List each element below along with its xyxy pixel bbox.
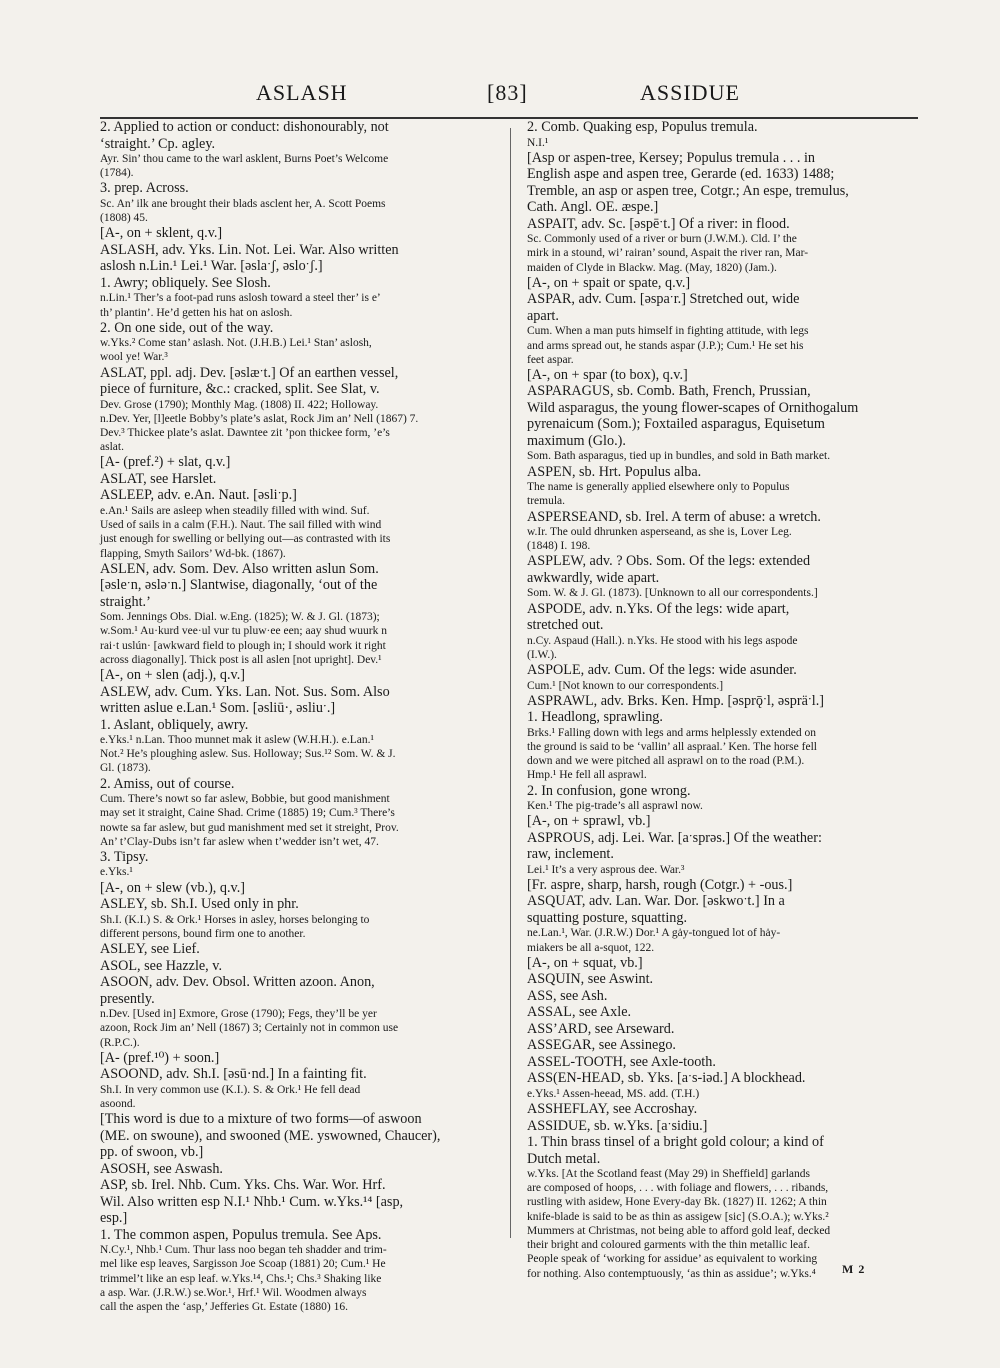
text-line: Cum. There’s nowt so far aslew, Bobbie, but good manishment: [100, 793, 390, 806]
text-line: their bright and coloured garments with the thin metallic leaf.: [527, 1239, 810, 1252]
text-line: th’ plantin’. He’d getten his hat on aslosh.: [100, 306, 293, 319]
text-line: [A-, on + spait or spate, q.v.]: [527, 274, 691, 291]
text-line: Som. Bath asparagus, tied up in bundles, and sold in Bath market.: [527, 450, 831, 463]
text-line: ASPEN, sb. Hrt. Populus alba.: [527, 463, 702, 480]
text-line: ASLEW, adv. Cum. Yks. Lan. Not. Sus. Som. Also: [100, 683, 390, 700]
text-line: [A-, on + squat, vb.]: [527, 954, 643, 971]
text-line: rustling with asidew, Hone Every-day Bk. (1827) II. 1262; A thin: [527, 1196, 827, 1209]
signature-mark: M 2: [842, 1262, 866, 1276]
text-line: 2. Comb. Quaking esp, Populus tremula.: [527, 119, 758, 135]
text-line: ASLASH, adv. Yks. Lin. Not. Lei. War. Also written: [100, 241, 399, 258]
text-line: English aspe and aspen tree, Gerarde (ed. 1633) 1488;: [527, 166, 835, 183]
text-line: Cath. Angl. OE. æspe.]: [527, 199, 659, 216]
text-line: Ken.¹ The pig-trade’s all asprawl now.: [527, 800, 703, 813]
text-line: ASQUAT, adv. Lan. War. Dor. [əskwoˑt.] In a: [527, 893, 785, 910]
text-line: N.Cy.¹, Nhb.¹ Cum. Thur lass noo began teh shadder and trim-: [100, 1244, 387, 1257]
header-right-word: ASSIDUE: [640, 80, 740, 105]
text-line: ASS’ARD, see Arseward.: [527, 1020, 675, 1037]
text-line: ASSIDUE, sb. w.Yks. [aˑsidiu.]: [527, 1117, 708, 1134]
running-header: [0, 80, 1000, 116]
text-line: ASSAL, see Axle.: [527, 1004, 632, 1021]
text-line: ASPODE, adv. n.Yks. Of the legs: wide apart,: [527, 600, 790, 617]
text-line: 1. The common aspen, Populus tremula. See Aps.: [100, 1226, 382, 1243]
text-line: n.Dev. [Used in] Exmore, Grose (1790); Fegs, they’ll be yer: [100, 1008, 377, 1021]
text-line: ASPRAWL, adv. Brks. Ken. Hmp. [əsprǭˑl, əspräˑl.]: [527, 692, 825, 709]
text-line: Dutch metal.: [527, 1150, 601, 1167]
text-line: ASQUIN, see Aswint.: [527, 971, 654, 988]
text-line: raw, inclement.: [527, 846, 614, 863]
text-line: Brks.¹ Falling down with legs and arms helplessly extended on: [527, 726, 816, 739]
text-line: [A-, on + spar (to box), q.v.]: [527, 366, 688, 383]
text-line: Cum. When a man puts himself in fighting attitude, with legs: [527, 325, 809, 338]
text-line: Lei.¹ It’s a very asprous dee. War.³: [527, 863, 685, 876]
text-line: a asp. War. (J.R.W.) se.Wor.¹, Hrf.¹ Wil. Woodmen always: [100, 1286, 367, 1299]
text-line: ASOOND, adv. Sh.I. [əsū·nd.] In a fainting fit.: [100, 1066, 367, 1083]
text-line: Sc. An’ ilk ane brought their blads asclent her, A. Scott Poems: [100, 197, 386, 210]
text-line: An’ t’Clay-Dubs isn’t far aslew when t’wedder isn’t wet, 47.: [100, 835, 379, 848]
text-line: ‘straight.’ Cp. agley.: [100, 135, 216, 152]
text-line: nowte sa far aslew, but gud manishment med set it streight, Prov.: [100, 821, 399, 834]
text-line: Dev. Grose (1790); Monthly Mag. (1808) II. 422; Holloway.: [100, 398, 379, 411]
text-line: different persons, bound firm one to another.: [100, 927, 306, 940]
text-line: may set it straight, Caine Shad. Crime (1885) 19; Cum.³ There’s: [100, 807, 395, 820]
text-line: ASPARAGUS, sb. Comb. Bath, French, Prussian,: [527, 383, 811, 400]
text-line: wool ye! War.³: [100, 351, 168, 364]
text-line: across diagonally]. Thick post is all aslen [not upright]. Dev.¹: [100, 653, 382, 666]
text-line: [Asp or aspen-tree, Kersey; Populus tremula . . . in: [527, 149, 816, 166]
text-line: [A-, on + sprawl, vb.]: [527, 813, 651, 830]
text-line: pp. of swoon, vb.]: [100, 1144, 204, 1161]
text-line: ASOSH, see Aswash.: [100, 1160, 223, 1177]
text-line: Sc. Commonly used of a river or burn (J.W.M.). Cld. I’ the: [527, 233, 797, 246]
text-line: Hmp.¹ He fell all asprawl.: [527, 769, 647, 782]
text-line: Wild asparagus, the young flower-scapes of Ornithogalum: [527, 399, 859, 416]
text-line: ASPROUS, adj. Lei. War. [aˑsprəs.] Of the weather:: [527, 829, 822, 846]
text-line: stretched out.: [527, 617, 604, 634]
text-line: call the aspen the ‘asp,’ Jefferies Gt. Estate (1880) 16.: [100, 1300, 349, 1313]
text-line: piece of furniture, &c.: cracked, split. See Slat, v.: [100, 381, 380, 398]
text-line: pyrenaicum (Som.); Foxtailed asparagus, Equisetum: [527, 416, 825, 433]
text-line: 3. prep. Across.: [100, 180, 189, 197]
text-line: e.An.¹ Sails are asleep when steadily filled with wind. Suf.: [100, 504, 370, 517]
text-line: tremula.: [527, 495, 565, 508]
page-number: [83]: [487, 80, 528, 105]
text-line: The name is generally applied elsewhere only to Populus: [527, 481, 790, 494]
text-line: ASSEGAR, see Assinego.: [527, 1037, 676, 1054]
text-line: ASPERSEAND, sb. Irel. A term of abuse: a wretch.: [527, 508, 821, 525]
text-line: People speak of ‘working for assidue’ as equivalent to working: [527, 1253, 818, 1266]
text-line: ASPOLE, adv. Cum. Of the legs: wide asunder.: [527, 662, 797, 679]
text-line: asoond.: [100, 1097, 136, 1110]
text-line: Som. W. & J. Gl. (1873). [Unknown to all our correspondents.]: [527, 587, 818, 600]
text-line: down and we were pitched all asprawl on to the road (P.M.).: [527, 755, 805, 768]
text-line: (1784).: [100, 167, 134, 180]
text-line: n.Cy. Aspaud (Hall.). n.Yks. He stood with his legs aspode: [527, 634, 798, 647]
text-line: ASSHEFLAY, see Accroshay.: [527, 1101, 698, 1118]
text-line: Gl. (1873).: [100, 762, 151, 775]
text-line: (1808) 45.: [100, 212, 148, 225]
text-line: knife-blade is said to be as thin as assigew [sic] (S.O.A.); w.Yks.²: [527, 1210, 829, 1223]
text-line: Wil. Also written esp N.I.¹ Nhb.¹ Cum. w.Yks.¹⁴ [asp,: [100, 1193, 404, 1210]
text-line: Used of sails in a calm (F.H.). Naut. The sail filled with wind: [100, 519, 382, 532]
text-line: just enough for swelling or bellying out—as contrasted with its: [100, 533, 391, 546]
text-line: w.Som.¹ Au·kurd vee·ul vur tu pluw·ee een; aay shud wuurk n: [100, 625, 387, 638]
text-line: straight.’: [100, 593, 151, 610]
text-line: ASS(EN-HEAD, sb. Yks. [aˑs-iəd.] A blockhead.: [527, 1070, 806, 1087]
text-line: [A- (pref.²) + slat, q.v.]: [100, 454, 231, 471]
text-line: for nothing. Also contemptuously, ‘as thin as assidue’; w.Yks.⁴: [527, 1267, 816, 1280]
text-line: [A- (pref.¹⁰) + soon.]: [100, 1049, 220, 1066]
text-line: 1. Awry; obliquely. See Slosh.: [100, 274, 271, 291]
text-line: (ME. on swoune), and swooned (ME. yswowned, Chaucer),: [100, 1127, 441, 1144]
text-line: ASP, sb. Irel. Nhb. Cum. Yks. Chs. War. Wor. Hrf.: [100, 1177, 386, 1194]
text-line: trimmel’t like an esp leaf. w.Yks.¹⁴, Chs.¹; Chs.³ Shaking like: [100, 1272, 382, 1285]
text-line: ASLEN, adv. Som. Dev. Also written aslun Som.: [100, 560, 379, 577]
text-line: (1848) I. 198.: [527, 540, 591, 553]
text-line: and arms spread out, he stands aspar (J.P.); Cum.¹ He set his: [527, 339, 804, 352]
column-divider: [510, 128, 511, 1238]
text-line: 2. On one side, out of the way.: [100, 319, 274, 336]
text-line: w.Yks. [At the Scotland feast (May 29) in Sheffield] garlands: [527, 1168, 810, 1181]
text-line: 1. Aslant, obliquely, awry.: [100, 716, 249, 733]
text-line: 1. Thin brass tinsel of a bright gold colour; a kind of: [527, 1134, 824, 1151]
text-line: ASS, see Ash.: [527, 987, 608, 1004]
text-line: [əsleˑn, əsləˑn.] Slantwise, diagonally, ‘out of the: [100, 577, 378, 594]
text-line: ASLAT, see Harslet.: [100, 470, 217, 487]
text-line: w.Yks.² Come stan’ aslash. Not. (J.H.B.) Lei.¹ Stan’ aslosh,: [100, 337, 372, 350]
text-line: Mummers at Christmas, not being able to afford gold leaf, decked: [527, 1224, 831, 1237]
text-line: ASLEEP, adv. e.An. Naut. [əsliˑp.]: [100, 487, 297, 504]
text-line: [This word is due to a mixture of two forms—of aswoon: [100, 1111, 422, 1128]
text-line: aslosh n.Lin.¹ Lei.¹ War. [əslaˑʃ, əsloˑʃ.]: [100, 258, 323, 275]
text-line: maximum (Glo.).: [527, 432, 626, 449]
text-line: [Fr. aspre, sharp, harsh, rough (Cotgr.) + -ous.]: [527, 876, 793, 893]
text-line: squatting posture, squatting.: [527, 909, 687, 926]
text-line: Sh.I. In very common use (K.I.). S. & Ork.¹ He fell dead: [100, 1083, 361, 1096]
text-line: apart.: [527, 307, 559, 324]
text-line: esp.]: [100, 1210, 128, 1227]
text-line: Not.² He’s ploughing aslew. Sus. Holloway; Sus.¹² Som. W. & J.: [100, 748, 396, 761]
text-line: feet aspar.: [527, 353, 574, 366]
text-line: [A-, on + sklent, q.v.]: [100, 225, 223, 242]
text-line: miakers be all a-squot, 122.: [527, 941, 655, 954]
text-line: ASLEY, sb. Sh.I. Used only in phr.: [100, 896, 299, 913]
text-line: Tremble, an asp or aspen tree, Cotgr.; An espe, tremulus,: [527, 182, 849, 199]
text-line: rai·t uslún· [awkward field to plough in; I should work it right: [100, 639, 386, 652]
text-line: (R.P.C.).: [100, 1036, 140, 1049]
text-line: n.Dev. Yer, [l]eetle Bobby’s plate’s aslat, Rock Jim an’ Nell (1867) 7.: [100, 412, 419, 425]
text-line: aslat.: [100, 441, 124, 454]
text-line: e.Yks.¹: [100, 866, 133, 879]
text-line: Sh.I. (K.I.) S. & Ork.¹ Horses in asley, horses belonging to: [100, 913, 370, 926]
text-line: n.Lin.¹ Ther’s a foot-pad runs aslosh toward a steel ther’ is e’: [100, 292, 381, 305]
text-line: are composed of hoops, . . . with foliage and flowers, . . . ribands,: [527, 1182, 829, 1195]
text-line: e.Yks.¹ Assen-heead, MS. add. (T.H.): [527, 1087, 700, 1100]
text-line: ASPAIT, adv. Sc. [əspēˑt.] Of a river: in flood.: [527, 215, 790, 232]
text-line: ASOL, see Hazzle, v.: [100, 957, 222, 974]
text-line: 2. Amiss, out of course.: [100, 775, 235, 792]
text-line: ne.Lan.¹, War. (J.R.W.) Dor.¹ A gȧy-tongued lot of hȧy-: [527, 927, 781, 940]
text-line: the ground is said to be ‘vallin’ all aspraal.’ Ken. The horse fell: [527, 740, 817, 753]
text-line: mel like esp leaves, Sargisson Joe Scoap (1881) 20; Cum.¹ He: [100, 1258, 386, 1271]
text-line: 2. In confusion, gone wrong.: [527, 782, 691, 799]
text-line: presently.: [100, 990, 155, 1007]
text-line: awkwardly, wide apart.: [527, 569, 660, 586]
text-line: Som. Jennings Obs. Dial. w.Eng. (1825); W. & J. Gl. (1873);: [100, 611, 380, 624]
text-line: ASOON, adv. Dev. Obsol. Written azoon. Anon,: [100, 974, 375, 991]
text-line: 1. Headlong, sprawling.: [527, 709, 663, 726]
text-line: written aslue e.Lan.¹ Som. [əsliū·, əsliuˑ.]: [100, 700, 336, 717]
left-column: [100, 119, 498, 1313]
text-line: (I.W.).: [527, 648, 557, 661]
text-line: azoon, Rock Jim an’ Nell (1867) 3; Certainly not in common use: [100, 1022, 399, 1035]
header-left-word: ASLASH: [256, 80, 348, 105]
text-line: 2. Applied to action or conduct: dishonourably, not: [100, 119, 389, 135]
text-line: ASPAR, adv. Cum. [əspaˑr.] Stretched out, wide: [527, 291, 800, 308]
text-line: Dev.³ Thickee plate’s aslat. Dawntee zit ’pon thickee form, ’e’s: [100, 427, 390, 440]
text-line: 3. Tipsy.: [100, 848, 149, 865]
text-line: e.Yks.¹ n.Lan. Thoo munnet mak it aslew (W.H.H.). e.Lan.¹: [100, 734, 374, 747]
text-line: Cum.¹ [Not known to our correspondents.]: [527, 679, 724, 692]
text-line: ASLEY, see Lief.: [100, 941, 200, 958]
text-line: w.Ir. The ould dhrunken asperseand, as she is, Lover Leg.: [527, 526, 792, 539]
text-line: flapping, Smyth Sailors’ Wd-bk. (1867).: [100, 547, 286, 560]
text-line: ASSEL-TOOTH, see Axle-tooth.: [527, 1053, 716, 1070]
text-line: Ayr. Sin’ thou came to the warl asklent, Burns Poet’s Welcome: [100, 153, 389, 165]
text-line: [A-, on + slen (adj.), q.v.]: [100, 667, 245, 684]
text-line: ASLAT, ppl. adj. Dev. [əslæˑt.] Of an earthen vessel,: [100, 364, 399, 381]
text-line: N.I.¹: [527, 136, 549, 149]
text-line: [A-, on + slew (vb.), q.v.]: [100, 879, 245, 896]
text-line: mirk in a stound, wi’ rairan’ sound, Aspait the river ran, Mar-: [527, 247, 809, 260]
text-line: ASPLEW, adv. ? Obs. Som. Of the legs: extended: [527, 553, 811, 570]
text-line: maiden of Clyde in Blackw. Mag. (May, 1820) (Jam.).: [527, 261, 777, 274]
